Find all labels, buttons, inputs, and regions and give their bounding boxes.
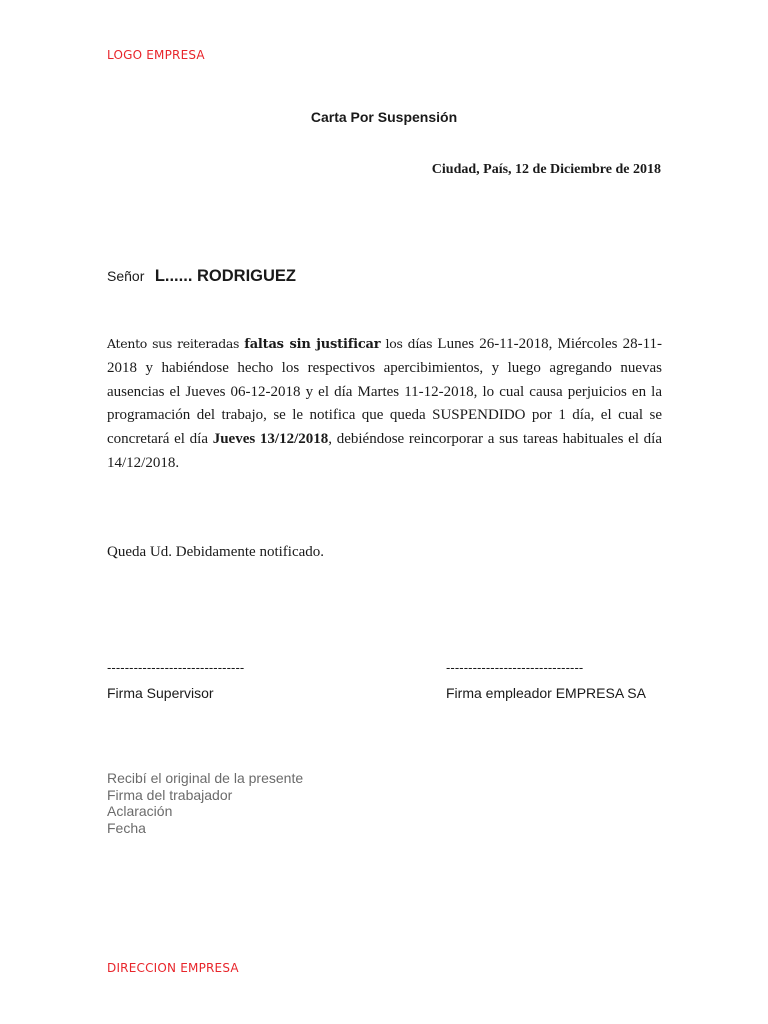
salutation: Señor [107, 268, 145, 284]
receipt-line: Fecha [107, 819, 146, 836]
letter-title: Carta Por Suspensión [310, 109, 458, 125]
receipt-line: Recibí el original de la presente [107, 770, 304, 786]
receipt-line: Firma del trabajador [107, 786, 233, 803]
company-logo-placeholder: LOGO EMPRESA [107, 48, 205, 62]
employer-signature-line: ------------------------------- [446, 660, 584, 675]
receipt-line: Aclaración [107, 803, 173, 819]
body-lead-in: Atento sus reiteradas [107, 336, 240, 351]
recipient-block [107, 267, 296, 286]
body-pre-dates: los días [385, 336, 433, 351]
notified-line: Queda Ud. Debidamente notificado. [107, 544, 325, 560]
letter-dateline: Ciudad, País, 12 de Diciembre de 2018 [431, 162, 661, 177]
supervisor-signature-label: Firma Supervisor [107, 685, 214, 701]
letter-body [107, 332, 662, 476]
body-bold-date: Jueves 13/12/2018 [212, 431, 329, 448]
employer-signature-label: Firma empleador EMPRESA SA [446, 685, 646, 701]
receipt-block [107, 770, 303, 836]
body-part2: , debiéndose reincorporar a sus tareas habituales el día 14/12/2018. [107, 431, 662, 471]
supervisor-signature-line: ------------------------------- [107, 660, 245, 675]
body-part1: Lunes 26-11-2018, Miércoles 28-11-2018 y habiéndose hecho los respectivos apercibimientos, y luego agregando nuevas ausencias el Jueves 06-12-2018 y el día Martes 11-12-2018, lo cual causa perjuicios en la programación del trabajo, se le notifica que queda SUSPENDIDO por 1 día, el cual se concretará el día [107, 336, 663, 448]
recipient-name: L...... RODRIGUEZ [154, 267, 296, 285]
company-address-placeholder: DIRECCION EMPRESA [107, 961, 239, 975]
body-emphasis: faltas sin justificar [244, 337, 381, 352]
